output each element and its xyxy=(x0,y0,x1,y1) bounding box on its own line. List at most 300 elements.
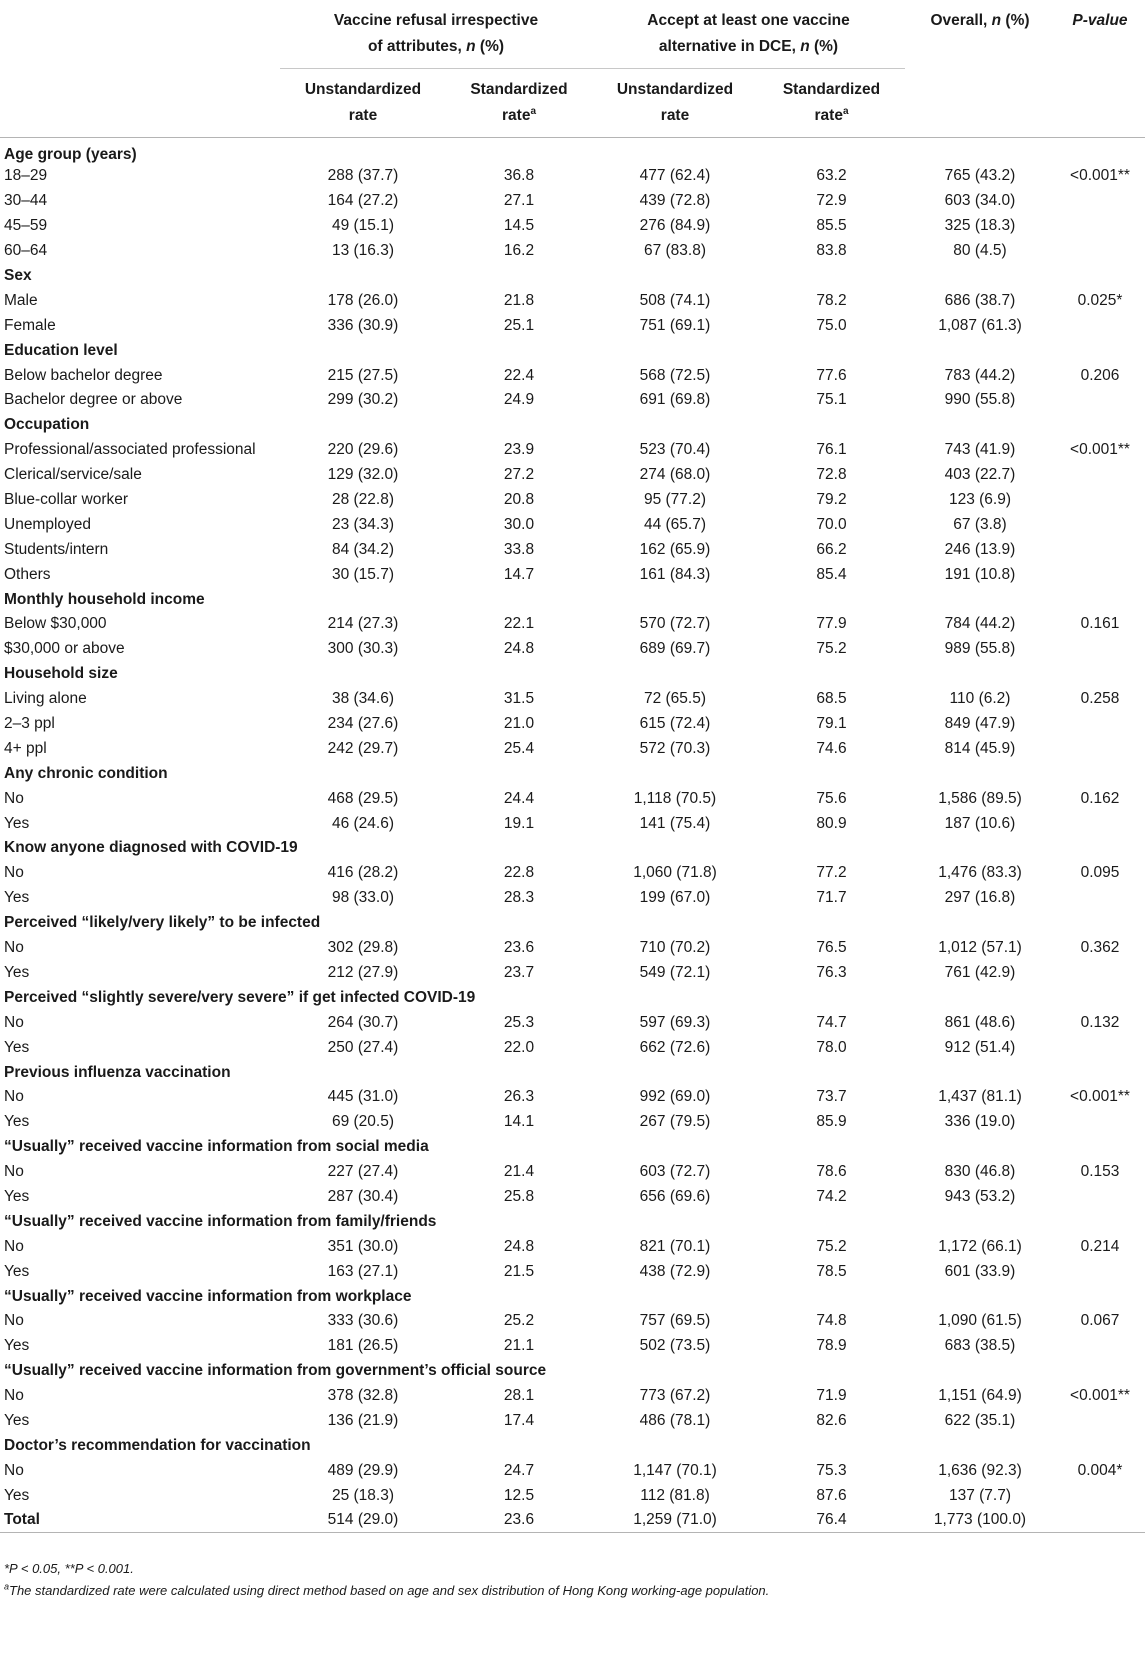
table-row xyxy=(0,712,1145,737)
refusal-std-cell: 27.2 xyxy=(503,466,535,484)
refusal-unstd-cell: 220 (29.6) xyxy=(327,441,399,459)
accept-std-cell: 78.5 xyxy=(816,1262,847,1280)
pvalue-cell xyxy=(1055,1508,1145,1533)
table-row xyxy=(0,463,1145,488)
pvalue-cell: 0.258 xyxy=(1080,690,1120,708)
pvalue-cell: 0.025* xyxy=(1077,291,1123,309)
pvalue-cell xyxy=(1055,239,1145,264)
category-row xyxy=(0,1284,1145,1309)
refusal-std-cell: 23.6 xyxy=(503,939,535,957)
accept-std-cell: 77.9 xyxy=(816,615,847,633)
refusal-std-cell: 26.3 xyxy=(503,1088,535,1106)
pvalue-cell xyxy=(1055,1110,1145,1135)
pvalue-cell xyxy=(1055,961,1145,986)
header-vaccine-refusal-line1: Vaccine refusal irrespective xyxy=(333,12,539,29)
accept-std-cell: 76.1 xyxy=(816,441,847,459)
accept-unstd-cell: 656 (69.6) xyxy=(639,1187,711,1205)
accept-unstd-cell: 615 (72.4) xyxy=(639,715,711,733)
accept-unstd-cell: 1,060 (71.8) xyxy=(633,864,717,882)
overall-cell: 110 (6.2) xyxy=(949,690,1011,708)
overall-cell: 683 (38.5) xyxy=(944,1337,1016,1355)
accept-std-cell: 71.9 xyxy=(816,1387,847,1405)
refusal-std-cell: 24.4 xyxy=(503,789,535,807)
accept-std-cell: 85.5 xyxy=(816,217,847,235)
accept-unstd-cell: 992 (69.0) xyxy=(639,1088,711,1106)
table-row xyxy=(0,811,1145,836)
accept-std-cell: 74.2 xyxy=(816,1187,847,1205)
header-accept-alternative xyxy=(592,0,905,69)
overall-cell: 783 (44.2) xyxy=(944,366,1016,384)
header-accept-line2-post: (%) xyxy=(809,38,839,55)
accept-std-cell: 75.2 xyxy=(816,640,847,658)
refusal-std-cell: 28.3 xyxy=(503,889,535,907)
refusal-std-cell: 30.0 xyxy=(503,515,535,533)
accept-std-cell: 76.4 xyxy=(758,1508,905,1533)
table-row xyxy=(0,1409,1145,1434)
pvalue-cell: 0.214 xyxy=(1080,1237,1120,1255)
header-row-1 xyxy=(0,0,1145,69)
refusal-std-cell: 22.8 xyxy=(503,864,535,882)
accept-std-cell: 74.6 xyxy=(816,739,847,757)
row-label: Yes xyxy=(4,889,30,907)
pvalue-cell xyxy=(1055,537,1145,562)
accept-std-cell: 76.3 xyxy=(816,963,847,981)
refusal-std-cell: 24.7 xyxy=(503,1461,535,1479)
footnote-standardized xyxy=(4,1580,769,1602)
refusal-std-cell: 21.0 xyxy=(503,715,535,733)
category-row xyxy=(0,911,1145,936)
table-row xyxy=(0,1483,1145,1508)
row-label: 30–44 xyxy=(4,192,48,210)
category-label: “Usually” received vaccine information from social media xyxy=(4,1138,429,1156)
refusal-unstd-cell: 25 (18.3) xyxy=(331,1486,395,1504)
row-label: Blue-collar worker xyxy=(4,491,129,509)
overall-cell: 622 (35.1) xyxy=(944,1411,1016,1429)
overall-cell: 761 (42.9) xyxy=(944,963,1016,981)
refusal-std-cell: 25.8 xyxy=(503,1187,535,1205)
category-row xyxy=(0,1209,1145,1234)
row-label: No xyxy=(4,939,24,957)
category-label: Any chronic condition xyxy=(4,764,168,782)
accept-unstd-cell: 603 (72.7) xyxy=(639,1163,711,1181)
category-label: “Usually” received vaccine information from government’s official source xyxy=(4,1362,547,1380)
pvalue-cell: 0.153 xyxy=(1080,1163,1120,1181)
overall-cell: 1,773 (100.0) xyxy=(905,1508,1055,1533)
refusal-std-cell: 16.2 xyxy=(503,242,535,260)
refusal-std-cell: 23.9 xyxy=(503,441,535,459)
category-row xyxy=(0,1359,1145,1384)
refusal-std-cell: 14.7 xyxy=(503,565,535,583)
accept-unstd-cell: 821 (70.1) xyxy=(639,1237,711,1255)
refusal-std-cell: 21.4 xyxy=(503,1163,535,1181)
accept-unstd-cell: 502 (73.5) xyxy=(639,1337,711,1355)
header-blank xyxy=(0,0,280,69)
table-row xyxy=(0,562,1145,587)
table-row xyxy=(0,388,1145,413)
accept-unstd-cell: 67 (83.8) xyxy=(643,242,707,260)
row-label: No xyxy=(4,1237,24,1255)
row-label: Yes xyxy=(4,1187,30,1205)
header-vaccine-refusal-line2-pre: of attributes, xyxy=(367,38,467,55)
overall-cell: 1,476 (83.3) xyxy=(938,864,1022,882)
refusal-unstd-cell: 299 (30.2) xyxy=(327,391,399,409)
accept-std-cell: 63.2 xyxy=(816,167,847,185)
overall-cell: 123 (6.9) xyxy=(948,491,1012,509)
refusal-unstd-cell: 212 (27.9) xyxy=(327,963,399,981)
accept-unstd-cell: 95 (77.2) xyxy=(643,491,707,509)
refusal-unstd-cell: 46 (24.6) xyxy=(331,814,395,832)
table-row xyxy=(0,288,1145,313)
table-body xyxy=(0,138,1145,1533)
category-row xyxy=(0,985,1145,1010)
category-row xyxy=(0,761,1145,786)
accept-std-cell: 85.9 xyxy=(816,1113,847,1131)
table-row xyxy=(0,1035,1145,1060)
table-row xyxy=(0,786,1145,811)
overall-cell: 80 (4.5) xyxy=(953,242,1007,260)
category-label: Occupation xyxy=(4,416,90,434)
header-accept-line2-pre: alternative in DCE, xyxy=(658,38,801,55)
refusal-unstd-cell: 30 (15.7) xyxy=(331,565,395,583)
table-row xyxy=(0,1384,1145,1409)
accept-unstd-cell: 751 (69.1) xyxy=(639,316,711,334)
category-row xyxy=(0,662,1145,687)
accept-std-cell: 73.7 xyxy=(816,1088,847,1106)
pvalue-cell: 0.162 xyxy=(1080,789,1120,807)
refusal-unstd-cell: 300 (30.3) xyxy=(327,640,399,658)
table-row xyxy=(0,1458,1145,1483)
table-row xyxy=(0,687,1145,712)
overall-cell: 1,437 (81.1) xyxy=(938,1088,1022,1106)
row-label: No xyxy=(4,1088,24,1106)
accept-std-cell: 75.6 xyxy=(816,789,847,807)
accept-unstd-cell: 689 (69.7) xyxy=(639,640,711,658)
refusal-unstd-cell: 514 (29.0) xyxy=(280,1508,446,1533)
accept-unstd-cell: 662 (72.6) xyxy=(639,1038,711,1056)
accept-std-cell: 87.6 xyxy=(816,1486,847,1504)
refusal-std-cell: 25.3 xyxy=(503,1013,535,1031)
pvalue-cell xyxy=(1055,189,1145,214)
row-label: Yes xyxy=(4,963,30,981)
header-accept-unstd-l2: rate xyxy=(660,107,690,124)
accept-std-cell: 80.9 xyxy=(816,814,847,832)
refusal-unstd-cell: 13 (16.3) xyxy=(331,242,395,260)
row-label: Living alone xyxy=(4,690,87,708)
overall-cell: 1,172 (66.1) xyxy=(938,1237,1022,1255)
accept-unstd-cell: 1,118 (70.5) xyxy=(633,789,717,807)
refusal-unstd-cell: 163 (27.1) xyxy=(327,1262,399,1280)
table-row xyxy=(0,214,1145,239)
accept-std-cell: 78.6 xyxy=(816,1163,847,1181)
refusal-unstd-cell: 288 (37.7) xyxy=(327,167,399,185)
pvalue-cell xyxy=(1055,214,1145,239)
refusal-unstd-cell: 84 (34.2) xyxy=(331,540,395,558)
pvalue-cell xyxy=(1055,562,1145,587)
refusal-std-cell: 22.4 xyxy=(503,366,535,384)
pvalue-cell: 0.132 xyxy=(1080,1013,1120,1031)
header-refusal-std-l1: Standardized xyxy=(470,81,568,98)
overall-cell: 325 (18.3) xyxy=(944,217,1016,235)
refusal-std-cell: 25.2 xyxy=(503,1312,535,1330)
overall-cell: 1,012 (57.1) xyxy=(938,939,1022,957)
accept-unstd-cell: 44 (65.7) xyxy=(643,515,707,533)
overall-cell: 297 (16.8) xyxy=(944,889,1016,907)
refusal-std-cell: 28.1 xyxy=(503,1387,535,1405)
refusal-std-cell: 36.8 xyxy=(503,167,535,185)
overall-cell: 912 (51.4) xyxy=(944,1038,1016,1056)
header-refusal-unstd-l2: rate xyxy=(348,107,378,124)
accept-unstd-cell: 477 (62.4) xyxy=(639,167,711,185)
accept-unstd-cell: 572 (70.3) xyxy=(639,739,711,757)
accept-unstd-cell: 597 (69.3) xyxy=(639,1013,711,1031)
footnote-sup: a xyxy=(4,1581,10,1592)
header-overall-pre: Overall, xyxy=(930,12,992,29)
row-label: Clerical/service/sale xyxy=(4,466,142,484)
accept-unstd-cell: 161 (84.3) xyxy=(639,565,711,583)
row-label: 2–3 ppl xyxy=(4,715,55,733)
refusal-std-cell: 25.1 xyxy=(503,316,535,334)
overall-cell: 849 (47.9) xyxy=(944,715,1016,733)
row-label: 18–29 xyxy=(4,167,48,185)
accept-unstd-cell: 486 (78.1) xyxy=(639,1411,711,1429)
refusal-unstd-cell: 181 (26.5) xyxy=(327,1337,399,1355)
overall-cell: 686 (38.7) xyxy=(944,291,1016,309)
table-row xyxy=(0,488,1145,513)
overall-cell: 191 (10.8) xyxy=(944,565,1016,583)
table-row xyxy=(0,861,1145,886)
pvalue-cell: 0.362 xyxy=(1080,939,1120,957)
overall-cell: 814 (45.9) xyxy=(944,739,1016,757)
pvalue-cell: <0.001** xyxy=(1070,167,1130,185)
header-accept-std-sup: a xyxy=(842,105,849,117)
pvalue-cell xyxy=(1055,1483,1145,1508)
category-label: Monthly household income xyxy=(4,590,205,608)
header-accept-n: n xyxy=(800,38,810,55)
refusal-unstd-cell: 336 (30.9) xyxy=(327,316,399,334)
row-label: Professional/associated professional xyxy=(4,441,256,459)
table-row xyxy=(0,1259,1145,1284)
accept-std-cell: 75.0 xyxy=(816,316,847,334)
refusal-unstd-cell: 49 (15.1) xyxy=(331,217,395,235)
overall-cell: 1,636 (92.3) xyxy=(938,1461,1022,1479)
refusal-unstd-cell: 214 (27.3) xyxy=(327,615,399,633)
refusal-unstd-cell: 28 (22.8) xyxy=(331,491,395,509)
accept-unstd-cell: 1,147 (70.1) xyxy=(633,1461,717,1479)
refusal-unstd-cell: 489 (29.9) xyxy=(327,1461,399,1479)
pvalue-cell xyxy=(1055,1409,1145,1434)
refusal-std-cell: 21.8 xyxy=(503,291,535,309)
accept-std-cell: 78.2 xyxy=(816,291,847,309)
accept-unstd-cell: 274 (68.0) xyxy=(639,466,711,484)
header-refusal-unstd xyxy=(280,69,446,138)
pvalue-cell: <0.001** xyxy=(1070,441,1130,459)
accept-unstd-cell: 773 (67.2) xyxy=(639,1387,711,1405)
refusal-unstd-cell: 178 (26.0) xyxy=(327,291,399,309)
pvalue-cell: 0.161 xyxy=(1080,615,1120,633)
overall-cell: 990 (55.8) xyxy=(944,391,1016,409)
pvalue-cell: 0.095 xyxy=(1080,864,1120,882)
category-row xyxy=(0,138,1145,165)
accept-std-cell: 72.9 xyxy=(816,192,847,210)
accept-std-cell: 66.2 xyxy=(816,540,847,558)
category-row xyxy=(0,338,1145,363)
header-accept-line1: Accept at least one vaccine xyxy=(647,12,850,29)
row-label: Yes xyxy=(4,1038,30,1056)
refusal-std-cell: 24.8 xyxy=(503,1237,535,1255)
refusal-unstd-cell: 136 (21.9) xyxy=(327,1411,399,1429)
refusal-std-cell: 24.9 xyxy=(503,391,535,409)
refusal-unstd-cell: 333 (30.6) xyxy=(327,1312,399,1330)
accept-std-cell: 70.0 xyxy=(816,515,847,533)
row-label: Female xyxy=(4,316,56,334)
category-label: Household size xyxy=(4,665,118,683)
pvalue-cell: 0.067 xyxy=(1080,1312,1120,1330)
accept-unstd-cell: 72 (65.5) xyxy=(643,690,707,708)
refusal-unstd-cell: 227 (27.4) xyxy=(327,1163,399,1181)
row-label: Yes xyxy=(4,1411,30,1429)
refusal-std-cell: 23.7 xyxy=(503,963,535,981)
header-accept-std-l2: rate xyxy=(814,107,843,124)
accept-unstd-cell: 199 (67.0) xyxy=(639,889,711,907)
category-row xyxy=(0,1433,1145,1458)
header-vaccine-refusal xyxy=(280,0,592,69)
accept-std-cell: 83.8 xyxy=(816,242,847,260)
row-label: Below $30,000 xyxy=(4,615,107,633)
refusal-unstd-cell: 164 (27.2) xyxy=(327,192,399,210)
table-row xyxy=(0,961,1145,986)
category-row xyxy=(0,1135,1145,1160)
pvalue-cell xyxy=(1055,712,1145,737)
header-refusal-std-l2: rate xyxy=(502,107,531,124)
accept-unstd-cell: 568 (72.5) xyxy=(639,366,711,384)
footnote-significance: *P < 0.05, **P < 0.001. xyxy=(4,1561,134,1576)
pvalue-cell xyxy=(1055,886,1145,911)
overall-cell: 1,090 (61.5) xyxy=(938,1312,1022,1330)
row-label: No xyxy=(4,1163,24,1181)
accept-std-cell: 77.2 xyxy=(816,864,847,882)
row-label: No xyxy=(4,864,24,882)
category-label: Perceived “likely/very likely” to be infected xyxy=(4,914,321,932)
pvalue-cell: <0.001** xyxy=(1070,1387,1130,1405)
table-row xyxy=(0,936,1145,961)
footnote-standardized-text: The standardized rate were calculated using direct method based on age and sex distribution of Hong Kong working-age population. xyxy=(9,1583,770,1598)
accept-unstd-cell: 691 (69.8) xyxy=(639,391,711,409)
refusal-unstd-cell: 98 (33.0) xyxy=(331,889,395,907)
refusal-std-cell: 23.6 xyxy=(446,1508,592,1533)
pvalue-cell xyxy=(1055,463,1145,488)
refusal-unstd-cell: 234 (27.6) xyxy=(327,715,399,733)
row-label: No xyxy=(4,1013,24,1031)
table-row xyxy=(0,612,1145,637)
header-blank-2 xyxy=(0,69,280,138)
overall-cell: 601 (33.9) xyxy=(944,1262,1016,1280)
pvalue-cell: 0.206 xyxy=(1080,366,1120,384)
refusal-unstd-cell: 445 (31.0) xyxy=(327,1088,399,1106)
refusal-std-cell: 22.0 xyxy=(503,1038,535,1056)
category-label: Perceived “slightly severe/very severe” if get infected COVID-19 xyxy=(4,988,476,1006)
row-label: Yes xyxy=(4,1486,30,1504)
row-label: Male xyxy=(4,291,38,309)
refusal-std-cell: 14.5 xyxy=(503,217,535,235)
pvalue-cell xyxy=(1055,1185,1145,1210)
category-label: Doctor’s recommendation for vaccination xyxy=(4,1436,311,1454)
row-label: Others xyxy=(4,565,51,583)
category-row xyxy=(0,1060,1145,1085)
header-pvalue-text: P-value xyxy=(1072,12,1128,29)
accept-unstd-cell: 276 (84.9) xyxy=(639,217,711,235)
overall-cell: 943 (53.2) xyxy=(944,1187,1016,1205)
refusal-unstd-cell: 23 (34.3) xyxy=(331,515,395,533)
overall-cell: 187 (10.6) xyxy=(944,814,1016,832)
table-footnotes xyxy=(4,1558,769,1602)
category-label: Previous influenza vaccination xyxy=(4,1063,231,1081)
table-row xyxy=(0,1085,1145,1110)
overall-cell: 1,151 (64.9) xyxy=(938,1387,1022,1405)
table-row xyxy=(0,1010,1145,1035)
row-label: Yes xyxy=(4,1337,30,1355)
category-label: Education level xyxy=(4,341,118,359)
header-overall xyxy=(905,0,1055,138)
accept-unstd-cell: 1,259 (71.0) xyxy=(592,1508,758,1533)
pvalue-cell: 0.004* xyxy=(1077,1461,1123,1479)
refusal-std-cell: 27.1 xyxy=(503,192,535,210)
refusal-unstd-cell: 416 (28.2) xyxy=(327,864,399,882)
pvalue-cell xyxy=(1055,388,1145,413)
accept-unstd-cell: 757 (69.5) xyxy=(639,1312,711,1330)
refusal-unstd-cell: 264 (30.7) xyxy=(327,1013,399,1031)
accept-unstd-cell: 439 (72.8) xyxy=(639,192,711,210)
overall-cell: 784 (44.2) xyxy=(944,615,1016,633)
pvalue-cell xyxy=(1055,313,1145,338)
pvalue-cell xyxy=(1055,736,1145,761)
table-row xyxy=(0,537,1145,562)
pvalue-cell xyxy=(1055,1035,1145,1060)
table-row xyxy=(0,164,1145,189)
refusal-unstd-cell: 215 (27.5) xyxy=(327,366,399,384)
table-row xyxy=(0,1234,1145,1259)
accept-unstd-cell: 710 (70.2) xyxy=(639,939,711,957)
row-label: Unemployed xyxy=(4,515,92,533)
pvalue-cell xyxy=(1055,512,1145,537)
overall-cell: 743 (41.9) xyxy=(944,441,1016,459)
row-label: Students/intern xyxy=(4,540,109,558)
overall-cell: 403 (22.7) xyxy=(944,466,1016,484)
table-row xyxy=(0,736,1145,761)
accept-std-cell: 85.4 xyxy=(816,565,847,583)
refusal-unstd-cell: 351 (30.0) xyxy=(327,1237,399,1255)
refusal-unstd-cell: 38 (34.6) xyxy=(331,690,395,708)
pvalue-cell: <0.001** xyxy=(1070,1088,1130,1106)
header-refusal-std xyxy=(446,69,592,138)
row-label: 4+ ppl xyxy=(4,739,47,757)
category-row xyxy=(0,836,1145,861)
overall-cell: 246 (13.9) xyxy=(944,540,1016,558)
row-label: 45–59 xyxy=(4,217,48,235)
row-label: No xyxy=(4,1312,24,1330)
refusal-unstd-cell: 129 (32.0) xyxy=(327,466,399,484)
row-label: Total xyxy=(0,1508,280,1533)
header-accept-unstd-l1: Unstandardized xyxy=(616,81,734,98)
table-row xyxy=(0,363,1145,388)
refusal-unstd-cell: 69 (20.5) xyxy=(331,1113,395,1131)
pvalue-cell xyxy=(1055,1334,1145,1359)
row-label: Yes xyxy=(4,1262,30,1280)
table-row xyxy=(0,1110,1145,1135)
overall-cell: 336 (19.0) xyxy=(944,1113,1016,1131)
header-accept-std xyxy=(758,69,905,138)
header-vaccine-refusal-line2-post: (%) xyxy=(475,38,505,55)
header-vaccine-refusal-n: n xyxy=(466,38,476,55)
